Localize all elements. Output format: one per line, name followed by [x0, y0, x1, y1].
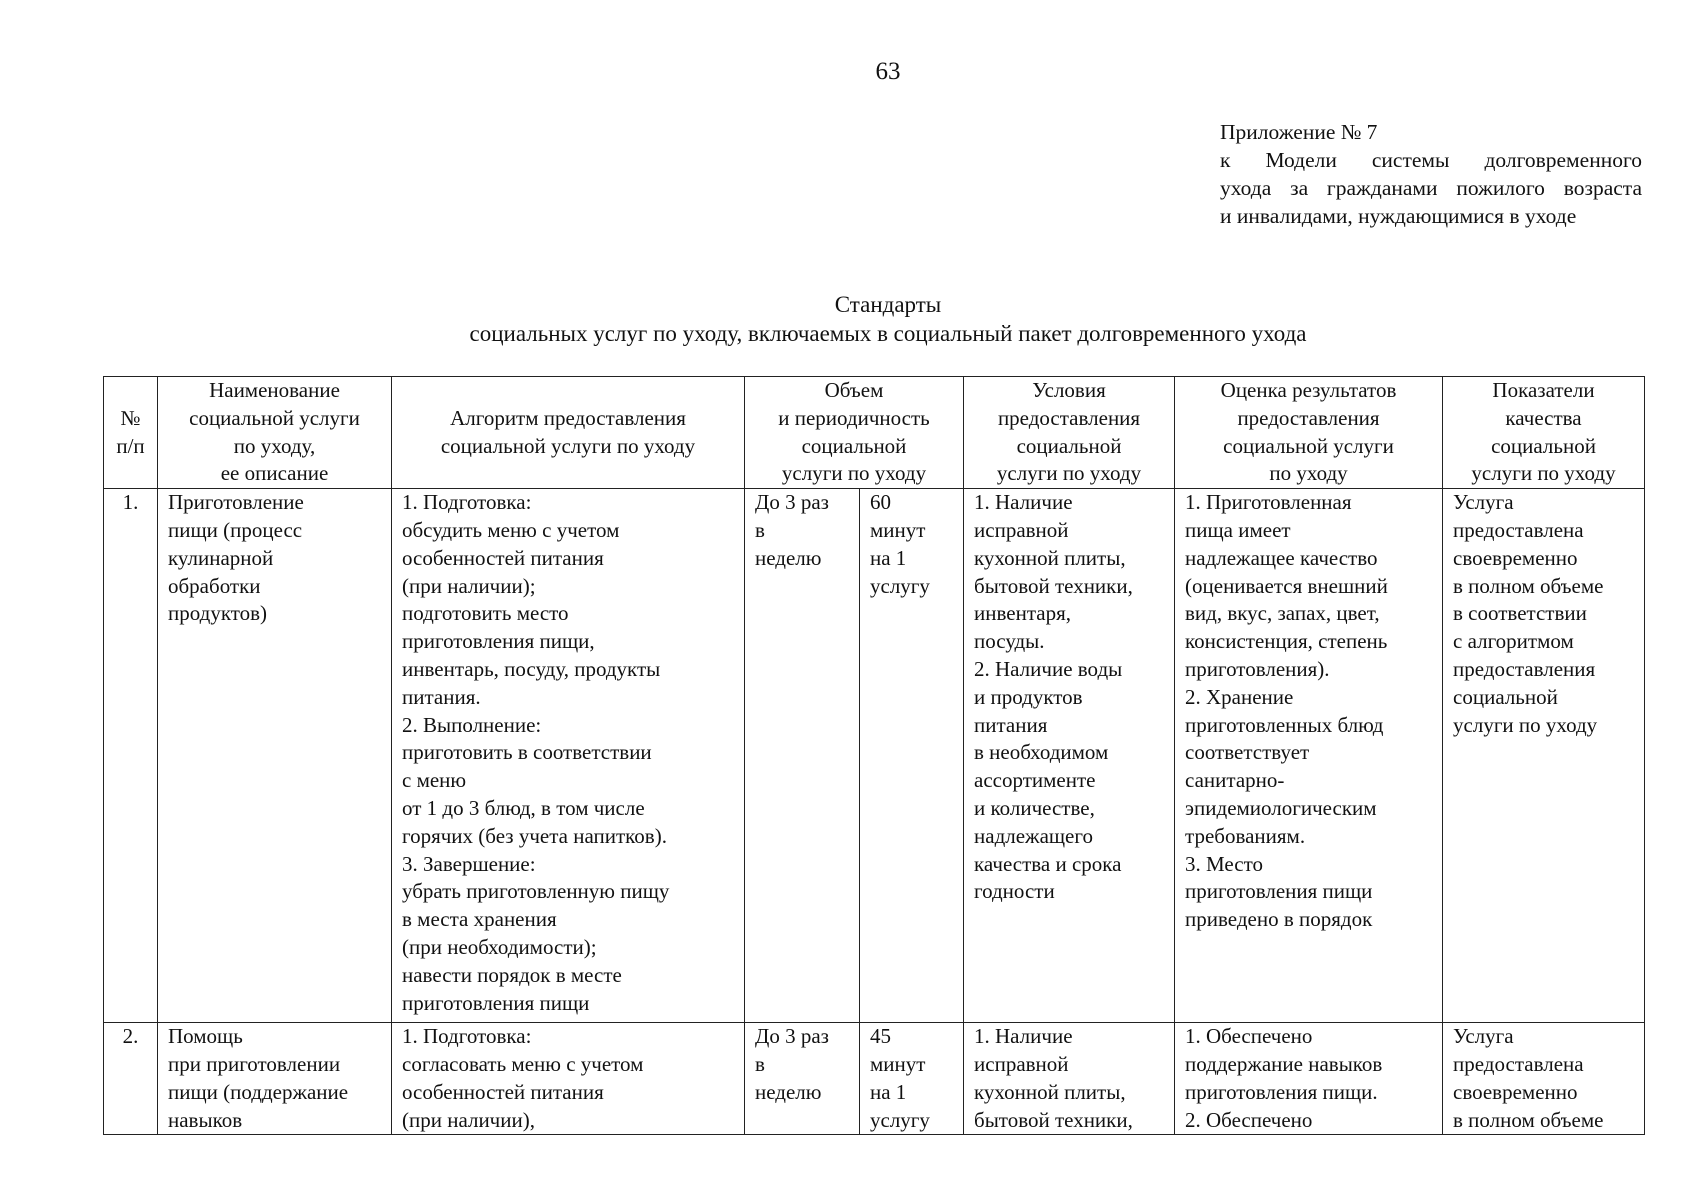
cell-line: согласовать меню с учетом: [402, 1051, 644, 1076]
algorithm-cell: [392, 1023, 745, 1135]
standards-table: [103, 376, 1645, 1135]
cell-line: 2. Наличие воды: [974, 656, 1123, 681]
conditions-cell: [964, 489, 1175, 1023]
cell-line: в полном объеме: [1453, 1107, 1604, 1132]
cell-line: и периодичность: [778, 405, 930, 430]
cell-line: качества: [1505, 405, 1582, 430]
cell-line: социальной: [1453, 684, 1558, 709]
cell-line: приготовления).: [1185, 656, 1330, 681]
cell-line: горячих (без учета напитков).: [402, 823, 667, 848]
cell-line: Объем: [824, 378, 884, 402]
cell-line: 1. Подготовка:: [402, 490, 532, 515]
cell-line: (оценивается внешний: [1185, 573, 1388, 598]
cell-line: кухонной плиты,: [974, 1079, 1126, 1104]
cell-line: Услуга: [1453, 490, 1514, 515]
evaluation-cell: [1175, 489, 1443, 1023]
cell-line: своевременно: [1453, 1079, 1578, 1104]
cell-line: (при наличии),: [402, 1107, 535, 1132]
table-row: [104, 489, 1645, 1023]
cell-line: 45: [870, 1024, 891, 1049]
cell-line: минут: [870, 1051, 926, 1076]
cell-line: по уходу: [1269, 461, 1348, 486]
quality-cell: [1443, 489, 1645, 1023]
cell-line: в: [755, 517, 765, 542]
document-title-line: Стандарты: [834, 292, 942, 317]
cell-line: и количестве,: [974, 795, 1095, 820]
cell-line: 3. Место: [1185, 851, 1263, 876]
cell-line: 1. Приготовленная: [1185, 490, 1352, 515]
cell-line: приведено в порядок: [1185, 907, 1373, 932]
cell-line: минут: [870, 517, 926, 542]
cell-line: эпидемиологическим: [1185, 795, 1377, 820]
cell-line: услугу: [870, 1107, 930, 1132]
cell-line: приготовления пищи: [1185, 879, 1373, 904]
table-header-row: [104, 377, 1645, 489]
cell-line: (при необходимости);: [402, 934, 597, 959]
cell-line: посуды.: [974, 629, 1045, 654]
cell-line: в: [755, 1051, 765, 1076]
cell-line: надлежащего: [974, 823, 1093, 848]
cell-line: До 3 раз: [755, 490, 829, 515]
cell-line: питания: [974, 712, 1048, 737]
row-number: 2.: [104, 1023, 158, 1135]
cell-line: предоставления: [997, 405, 1141, 430]
cell-line: Помощь: [168, 1024, 243, 1049]
cell-line: 3. Завершение:: [402, 851, 536, 876]
algorithm-cell: [392, 489, 745, 1023]
quality-cell: [1443, 1023, 1645, 1135]
header-num: [104, 377, 158, 489]
appendix-line: Приложение № 7: [1220, 120, 1378, 144]
cell-line: приготовленных блюд: [1185, 712, 1384, 737]
cell-line: 1. Обеспечено: [1185, 1024, 1313, 1049]
cell-line: на 1: [870, 1079, 907, 1104]
cell-line: пищи (процесс: [168, 517, 303, 542]
cell-line: кулинарной: [168, 545, 274, 570]
cell-line: 2. Обеспечено: [1185, 1107, 1313, 1132]
cell-line: предоставления: [1237, 405, 1380, 430]
cell-line: санитарно-: [1185, 768, 1285, 793]
appendix-line: и инвалидами, нуждающимися в уходе: [1220, 204, 1577, 228]
cell-line: соответствует: [1185, 740, 1310, 765]
cell-line: 1. Наличие: [974, 490, 1073, 515]
cell-line: обсудить меню с учетом: [402, 517, 620, 542]
cell-line: особенностей питания: [402, 545, 604, 570]
cell-line: 2. Хранение: [1185, 684, 1294, 709]
appendix-line: ухода за гражданами пожилого возраста: [1220, 176, 1642, 200]
cell-line: поддержание навыков: [1185, 1051, 1383, 1076]
cell-line: Условия: [1032, 378, 1106, 402]
cell-line: 1. Наличие: [974, 1024, 1073, 1049]
cell-line: на 1: [870, 545, 907, 570]
cell-line: 1. Подготовка:: [402, 1024, 532, 1049]
header-quality: [1443, 377, 1645, 489]
evaluation-cell: [1175, 1023, 1443, 1135]
cell-line: социальной: [801, 433, 907, 458]
conditions-cell: [964, 1023, 1175, 1135]
cell-line: навыков: [168, 1107, 243, 1132]
row-number: 1.: [104, 489, 158, 1023]
cell-line: приготовления пищи,: [402, 629, 595, 654]
cell-line: п/п: [116, 433, 145, 458]
cell-line: кухонной плиты,: [974, 545, 1126, 570]
cell-line: услуги по уходу: [996, 461, 1142, 486]
cell-line: в необходимом: [974, 740, 1109, 765]
header-algorithm: [392, 377, 745, 489]
cell-line: До 3 раз: [755, 1024, 829, 1049]
appendix-line: к Модели системы долговременного: [1220, 148, 1642, 172]
cell-line: (при наличии);: [402, 573, 536, 598]
appendix-note: [1220, 118, 1642, 230]
cell-line: №: [120, 405, 141, 430]
cell-line: питания.: [402, 684, 481, 709]
cell-line: подготовить место: [402, 601, 569, 626]
document-title: [0, 290, 1698, 348]
cell-line: качества и срока: [974, 851, 1122, 876]
header-service-name: [158, 377, 392, 489]
header-evaluation: [1175, 377, 1443, 489]
cell-line: исправной: [974, 517, 1069, 542]
cell-line: от 1 до 3 блюд, в том числе: [402, 795, 645, 820]
cell-line: с алгоритмом: [1453, 629, 1574, 654]
frequency-cell: [745, 489, 860, 1023]
cell-line: социальной услуги: [189, 405, 360, 430]
cell-line: социальной услуги по уходу: [440, 433, 696, 458]
cell-line: при приготовлении: [168, 1051, 341, 1076]
cell-line: исправной: [974, 1051, 1069, 1076]
cell-line: в полном объеме: [1453, 573, 1604, 598]
cell-line: социальной: [1016, 433, 1122, 458]
cell-line: и продуктов: [974, 684, 1083, 709]
cell-line: приготовления пищи.: [1185, 1079, 1378, 1104]
table-row: [104, 1023, 1645, 1135]
cell-line: инвентаря,: [974, 601, 1072, 626]
cell-line: предоставлена: [1453, 1051, 1584, 1076]
document-subtitle-line: социальных услуг по уходу, включаемых в социальный пакет долговременного ухода: [469, 321, 1307, 346]
cell-line: услугу: [870, 573, 930, 598]
cell-line: инвентарь, посуду, продукты: [402, 656, 661, 681]
cell-line: убрать приготовленную пищу: [402, 879, 670, 904]
cell-line: социальной услуги: [1223, 433, 1394, 458]
cell-line: Услуга: [1453, 1024, 1514, 1049]
cell-line: пища имеет: [1185, 517, 1291, 542]
cell-line: обработки: [168, 573, 261, 598]
cell-line: услуги по уходу: [1453, 712, 1598, 737]
cell-line: Показатели: [1492, 378, 1595, 402]
cell-line: предоставления: [1453, 656, 1596, 681]
cell-line: своевременно: [1453, 545, 1578, 570]
duration-cell: [860, 489, 964, 1023]
duration-cell: [860, 1023, 964, 1135]
cell-line: социальной: [1491, 433, 1596, 458]
cell-line: неделю: [755, 545, 822, 570]
cell-line: навести порядок в месте: [402, 962, 622, 987]
cell-line: Приготовление: [168, 490, 304, 515]
frequency-cell: [745, 1023, 860, 1135]
cell-line: Оценка результатов: [1220, 378, 1397, 402]
header-volume: [745, 377, 964, 489]
cell-line: услуги по уходу: [1471, 461, 1616, 486]
cell-line: ассортименте: [974, 768, 1096, 793]
cell-line: неделю: [755, 1079, 822, 1104]
cell-line: услуги по уходу: [781, 461, 927, 486]
cell-line: с меню: [402, 768, 467, 793]
page-number: 63: [875, 58, 901, 85]
cell-line: в соответствии: [1453, 601, 1587, 626]
cell-line: приготовления пищи: [402, 990, 590, 1015]
cell-line: надлежащее качество: [1185, 545, 1378, 570]
cell-line: предоставлена: [1453, 517, 1584, 542]
header-conditions: [964, 377, 1175, 489]
cell-line: бытовой техники,: [974, 1107, 1133, 1132]
cell-line: пищи (поддержание: [168, 1079, 349, 1104]
cell-line: в места хранения: [402, 907, 557, 932]
cell-line: бытовой техники,: [974, 573, 1133, 598]
cell-line: особенностей питания: [402, 1079, 604, 1104]
cell-line: по уходу,: [233, 433, 316, 458]
cell-line: продуктов): [168, 601, 268, 626]
cell-line: требованиям.: [1185, 823, 1306, 848]
cell-line: Алгоритм предоставления: [450, 405, 686, 430]
cell-line: 2. Выполнение:: [402, 712, 542, 737]
service-name-cell: [158, 1023, 392, 1135]
cell-line: консистенция, степень: [1185, 629, 1388, 654]
cell-line: вид, вкус, запах, цвет,: [1185, 601, 1380, 626]
service-name-cell: [158, 489, 392, 1023]
cell-line: годности: [974, 879, 1055, 904]
cell-line: 60: [870, 490, 891, 515]
cell-line: Наименование: [209, 378, 340, 402]
cell-line: ее описание: [220, 461, 329, 486]
cell-line: приготовить в соответствии: [402, 740, 652, 765]
